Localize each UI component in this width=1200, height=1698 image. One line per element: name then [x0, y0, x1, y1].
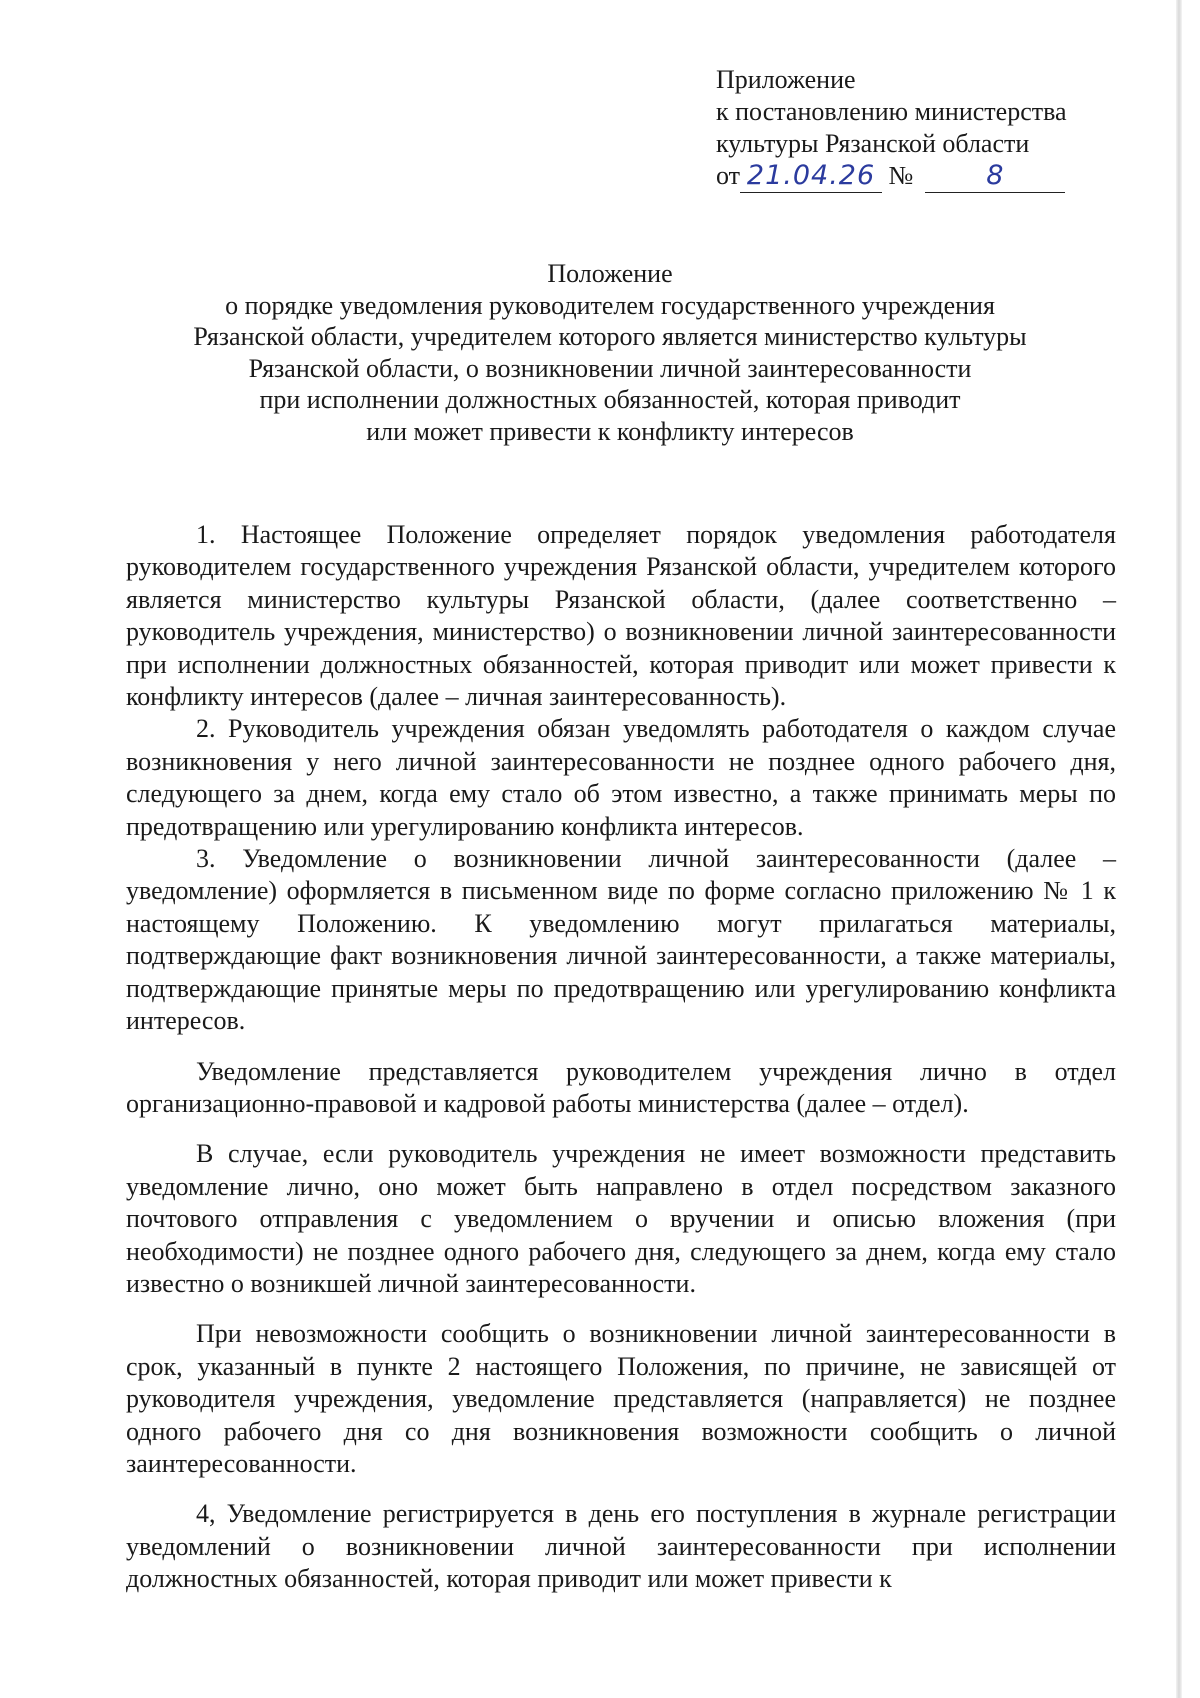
appendix-decree-line: к постановлению министерства [716, 97, 1067, 126]
title-line-5: при исполнении должностных обязанностей, которая приводит [259, 385, 961, 414]
handwritten-number: 8 [925, 160, 1065, 193]
appendix-ministry-line: культуры Рязанской области [716, 129, 1030, 158]
appendix-label: Приложение [716, 65, 856, 94]
paragraph-3: 3. Уведомление о возникновении личной заинтересованности (далее – уведомление) оформляется в письменном виде по форме согласно приложению № 1 к настоящему Положению. К уведомлению могут прилагаться материалы, подтверждающие факт возникновения личной заинтересованности, а также материалы, подтверждающие принятые меры по предотвращению или урегулированию конфликта интересов. [126, 844, 1116, 1036]
document-title [120, 258, 1100, 447]
paragraph-1: 1. Настоящее Положение определяет порядок уведомления работодателя руководителем государственного учреждения Рязанской области, учредителем которого является министерство культуры Рязанской области, (далее соответственно – руководитель учреждения, министерство) о возникновении личной заинтересованности при исполнении должностных обязанностей, которая приводит или может привести к конфликту интересов (далее – личная заинтересованность). [126, 520, 1116, 712]
number-label: № [888, 161, 914, 190]
handwritten-date: 21.04.26 [740, 160, 882, 193]
paragraph-3-impossibility: При невозможности сообщить о возникновении личной заинтересованности в срок, указанный в пункте 2 настоящего Положения, по причине, не зависящей от руководителя учреждения, уведомление представляется (направляется) не позднее одного рабочего дня со дня возникновения возможности сообщить о личной заинтересованности. [126, 1319, 1116, 1478]
title-line-1: Положение [547, 259, 673, 288]
document-body [126, 519, 1116, 1596]
paragraph-4: 4, Уведомление регистрируется в день его поступления в журнале регистрации уведомлений о возникновении личной заинтересованности при исполнении должностных обязанностей, которая приводит или может привести к [126, 1499, 1116, 1594]
paragraph-3-mail: В случае, если руководитель учреждения не имеет возможности представить уведомление лично, оно может быть направлено в отдел посредством заказного почтового отправления с уведомлением о вручении и описью вложения (при необходимости) не позднее одного рабочего дня, следующего за днем, когда ему стало известно о возникшей личной заинтересованности. [126, 1139, 1116, 1298]
appendix-header [716, 64, 1156, 200]
title-line-3: Рязанской области, учредителем которого является министерство культуры [193, 322, 1027, 351]
title-line-2: о порядке уведомления руководителем государственного учреждения [225, 290, 995, 320]
title-line-6: или может привести к конфликту интересов [366, 416, 854, 446]
appendix-date-row [716, 160, 1156, 200]
page-edge [1176, 0, 1182, 1698]
title-line-4: Рязанской области, о возникновении личной заинтересованности [248, 353, 972, 383]
paragraph-2: 2. Руководитель учреждения обязан уведомлять работодателя о каждом случае возникновения у него личной заинтересованности не позднее одного рабочего дня, следующего за днем, когда ему стало об этом известно, а также принимать меры по предотвращению или урегулированию конфликта интересов. [126, 714, 1116, 841]
from-label: от [716, 161, 741, 190]
paragraph-3-submission: Уведомление представляется руководителем учреждения лично в отдел организационно-правовой и кадровой работы министерства (далее – отдел). [126, 1056, 1116, 1118]
